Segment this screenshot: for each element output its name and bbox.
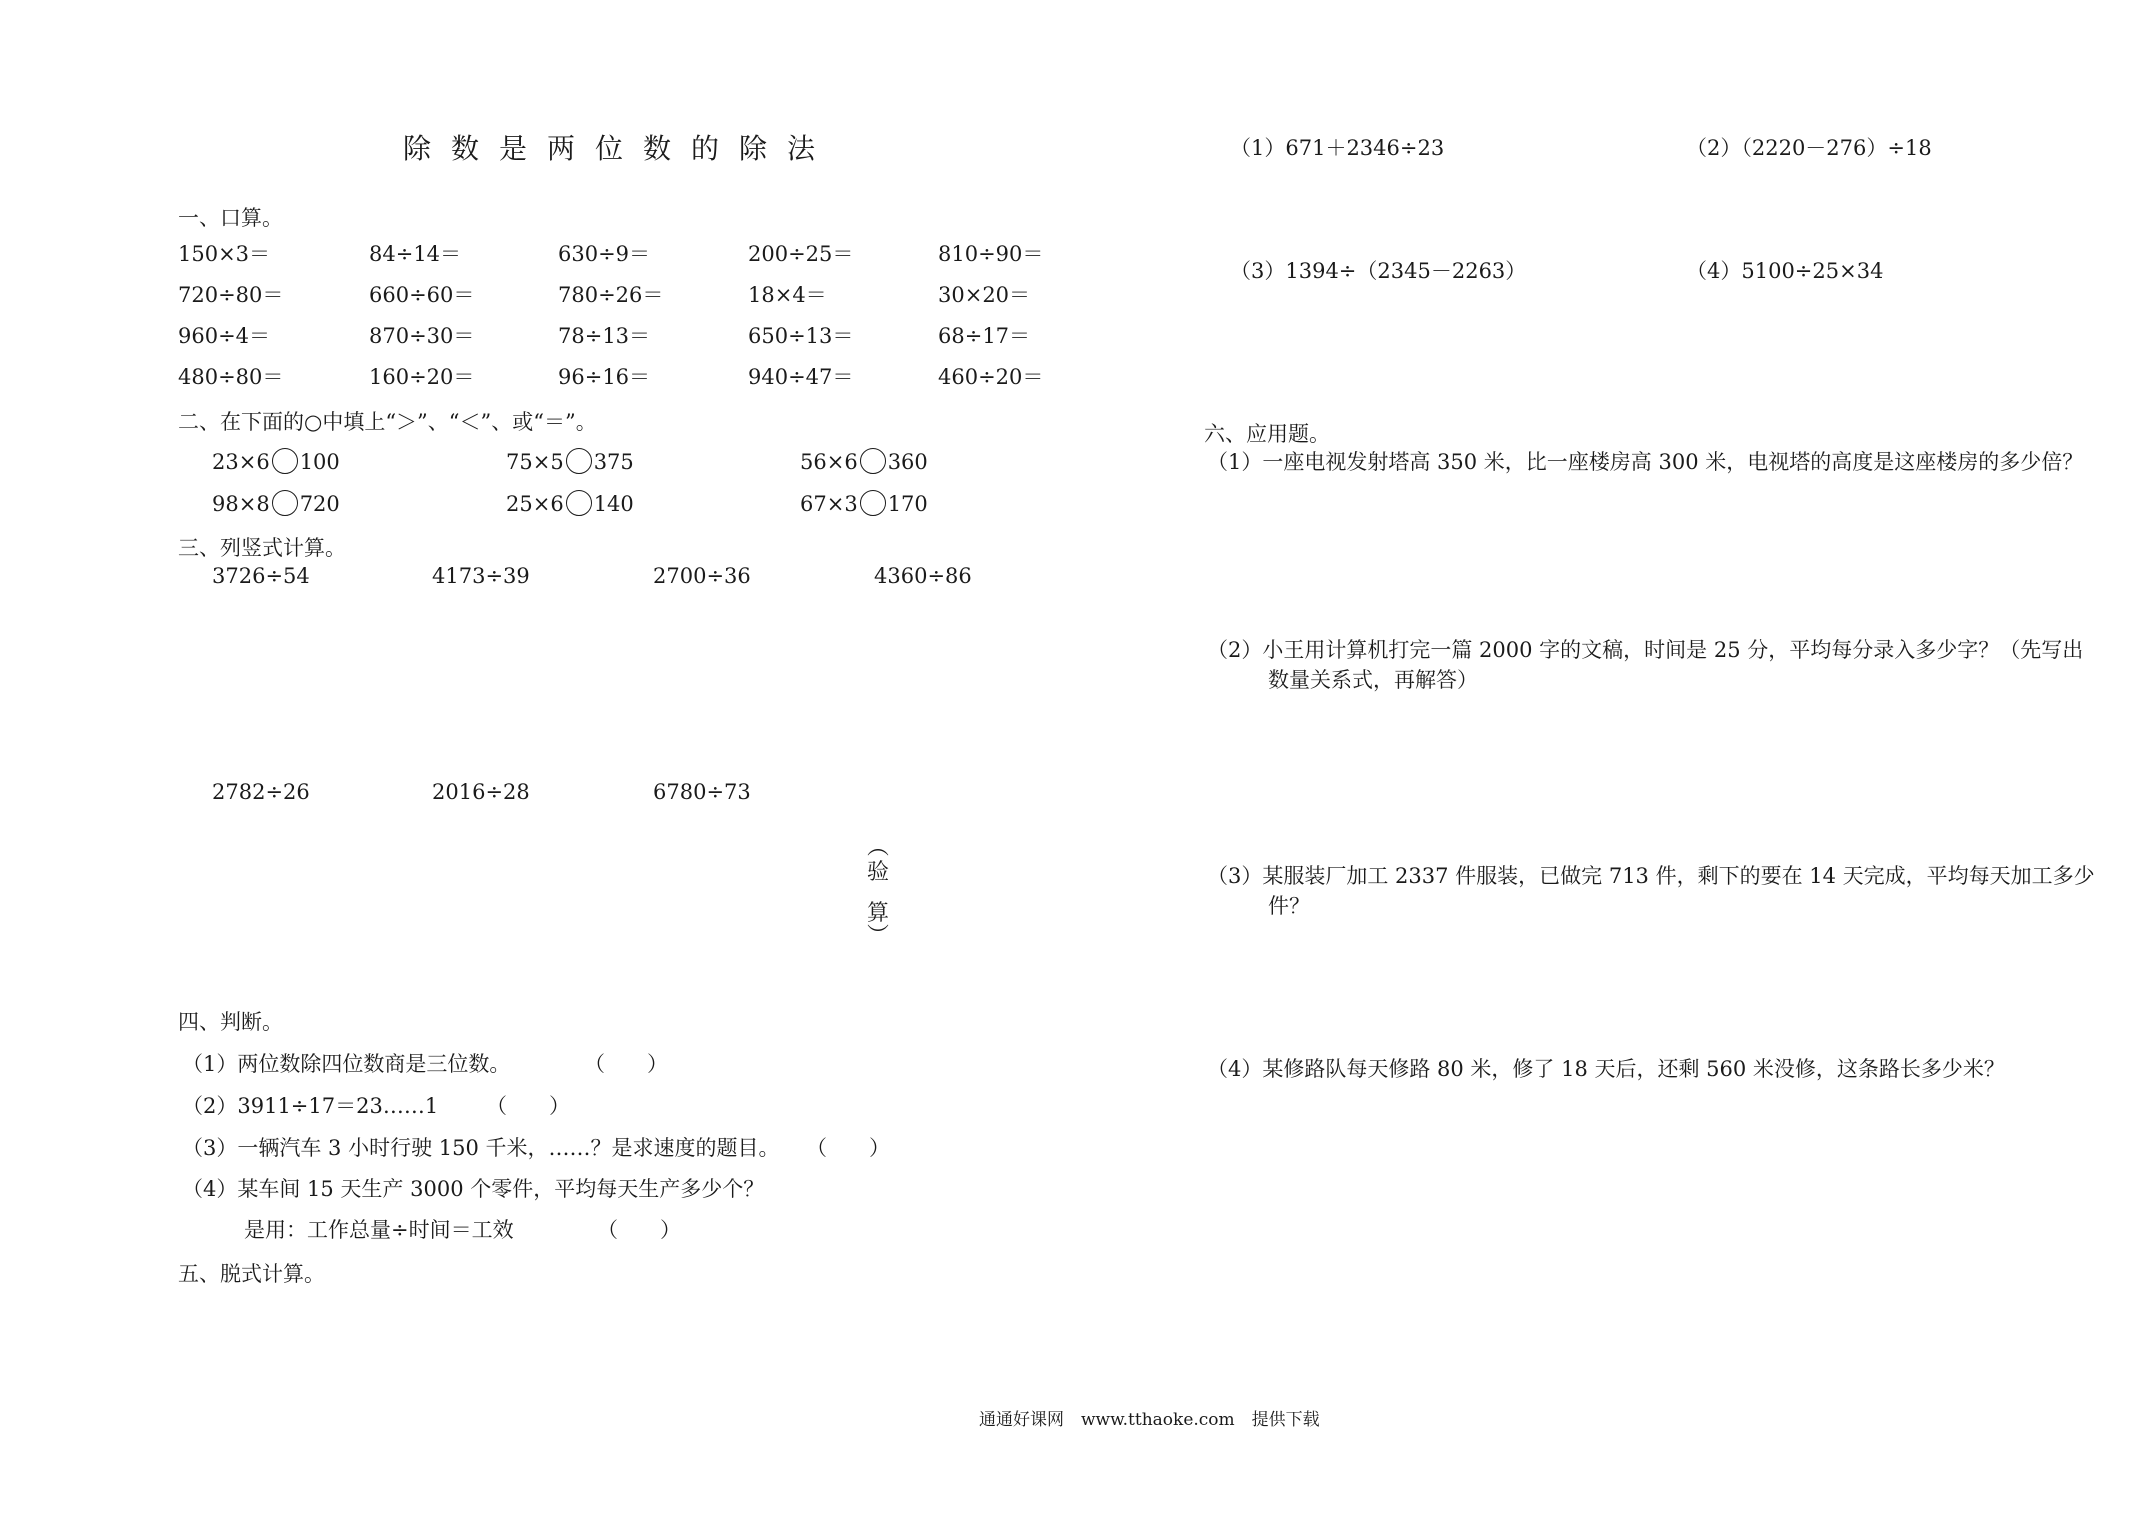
vertical-calc-item: 4360÷86 — [874, 564, 972, 588]
answer-circle[interactable] — [860, 448, 886, 474]
mental-math-item: 30×20＝ — [938, 283, 1031, 307]
check-char: 验 — [866, 860, 889, 886]
mental-math-item: 940÷47＝ — [748, 365, 854, 389]
stepwise-calc-item: （2）（2220－276）÷18 — [1686, 136, 1932, 160]
mental-math-item: 630÷9＝ — [558, 242, 651, 266]
mental-math-item: 780÷26＝ — [558, 283, 664, 307]
section-2-heading: 二、在下面的○中填上“＞”、“＜”、或“＝”。 — [178, 410, 597, 434]
check-calc-label — [864, 836, 892, 948]
word-problem-1: （1）一座电视发射塔高 350 米，比一座楼房高 300 米，电视塔的高度是这座楼房的多少倍？ — [1207, 450, 2084, 474]
vertical-calc-item: 2700÷36 — [653, 564, 751, 588]
section-1-heading: 一、口算。 — [178, 206, 283, 230]
mental-math-item: 810÷90＝ — [938, 242, 1044, 266]
mental-math-item: 18×4＝ — [748, 283, 827, 307]
section-3-heading: 三、列竖式计算。 — [178, 536, 346, 560]
answer-paren[interactable]: （ ） — [486, 1094, 570, 1118]
compare-left: 98×8 — [212, 492, 270, 516]
compare-left: 25×6 — [506, 492, 564, 516]
mental-math-item: 78÷13＝ — [558, 324, 651, 348]
stepwise-calc-item: （1）671＋2346÷23 — [1230, 136, 1445, 160]
mental-math-item: 150×3＝ — [178, 242, 271, 266]
judge-item: （3）一辆汽车 3 小时行驶 150 千米，……？是求速度的题目。 — [182, 1136, 780, 1160]
vertical-calc-item: 4173÷39 — [432, 564, 530, 588]
mental-math-item: 68÷17＝ — [938, 324, 1031, 348]
mental-math-item: 460÷20＝ — [938, 365, 1044, 389]
mental-math-item: 960÷4＝ — [178, 324, 271, 348]
compare-right: 375 — [593, 450, 634, 474]
compare-item — [506, 490, 634, 516]
word-problem-3: （3）某服装厂加工 2337 件服装，已做完 713 件，剩下的要在 14 天完成，平均每天加工多少 — [1207, 864, 2095, 888]
answer-paren[interactable]: （ ） — [584, 1052, 668, 1076]
footer-credit: 通通好课网 www.tthaoke.com 提供下载 — [979, 1410, 1320, 1430]
word-problem-3-continued: 件？ — [1268, 894, 1310, 918]
compare-right: 140 — [593, 492, 634, 516]
compare-left: 75×5 — [506, 450, 564, 474]
stepwise-calc-item: （3）1394÷（2345－2263） — [1230, 259, 1527, 283]
mental-math-item: 720÷80＝ — [178, 283, 284, 307]
answer-circle[interactable] — [566, 448, 592, 474]
mental-math-item: 84÷14＝ — [369, 242, 462, 266]
word-problem-4: （4）某修路队每天修路 80 米，修了 18 天后，还剩 560 米没修，这条路长多少米？ — [1207, 1057, 2005, 1081]
compare-right: 720 — [299, 492, 340, 516]
mental-math-item: 160÷20＝ — [369, 365, 475, 389]
mental-math-item: 200÷25＝ — [748, 242, 854, 266]
compare-left: 23×6 — [212, 450, 270, 474]
section-4-heading: 四、判断。 — [178, 1010, 283, 1034]
judge-item: （4）某车间 15 天生产 3000 个零件，平均每天生产多少个？ — [182, 1177, 765, 1201]
section-5-heading: 五、脱式计算。 — [178, 1262, 325, 1286]
compare-item — [506, 448, 634, 474]
answer-circle[interactable] — [860, 490, 886, 516]
judge-item-continued: 是用：工作总量÷时间＝工效 — [244, 1218, 514, 1242]
answer-circle[interactable] — [566, 490, 592, 516]
answer-paren[interactable]: （ ） — [597, 1218, 681, 1242]
compare-left: 67×3 — [800, 492, 858, 516]
word-problem-2: （2）小王用计算机打完一篇 2000 字的文稿，时间是 25 分，平均每分录入多少字？（先写出 — [1207, 638, 2084, 662]
compare-right: 100 — [299, 450, 340, 474]
answer-paren[interactable]: （ ） — [806, 1136, 890, 1160]
vertical-calc-item: 2016÷28 — [432, 780, 530, 804]
mental-math-item: 650÷13＝ — [748, 324, 854, 348]
judge-item: （2）3911÷17＝23……1 — [182, 1094, 439, 1118]
judge-item: （1）两位数除四位数商是三位数。 — [182, 1052, 511, 1076]
word-problem-2-continued: 数量关系式，再解答） — [1268, 668, 1478, 692]
vertical-calc-item: 3726÷54 — [212, 564, 310, 588]
stepwise-calc-item: （4）5100÷25×34 — [1686, 259, 1884, 283]
compare-item — [800, 490, 928, 516]
vertical-calc-item: 2782÷26 — [212, 780, 310, 804]
page-title: 除数是两位数的除法 — [403, 132, 836, 165]
vertical-calc-item: 6780÷73 — [653, 780, 751, 804]
compare-right: 170 — [887, 492, 928, 516]
answer-circle[interactable] — [272, 448, 298, 474]
section-6-heading: 六、应用题。 — [1204, 422, 1330, 446]
check-char: 算 — [866, 901, 889, 927]
check-open-paren: ︵ — [866, 835, 889, 860]
compare-item — [212, 448, 340, 474]
compare-item — [800, 448, 928, 474]
compare-left: 56×6 — [800, 450, 858, 474]
mental-math-item: 870÷30＝ — [369, 324, 475, 348]
compare-right: 360 — [887, 450, 928, 474]
mental-math-item: 96÷16＝ — [558, 365, 651, 389]
mental-math-item: 660÷60＝ — [369, 283, 475, 307]
mental-math-item: 480÷80＝ — [178, 365, 284, 389]
compare-item — [212, 490, 340, 516]
answer-circle[interactable] — [272, 490, 298, 516]
check-close-paren: ︶ — [866, 924, 889, 950]
